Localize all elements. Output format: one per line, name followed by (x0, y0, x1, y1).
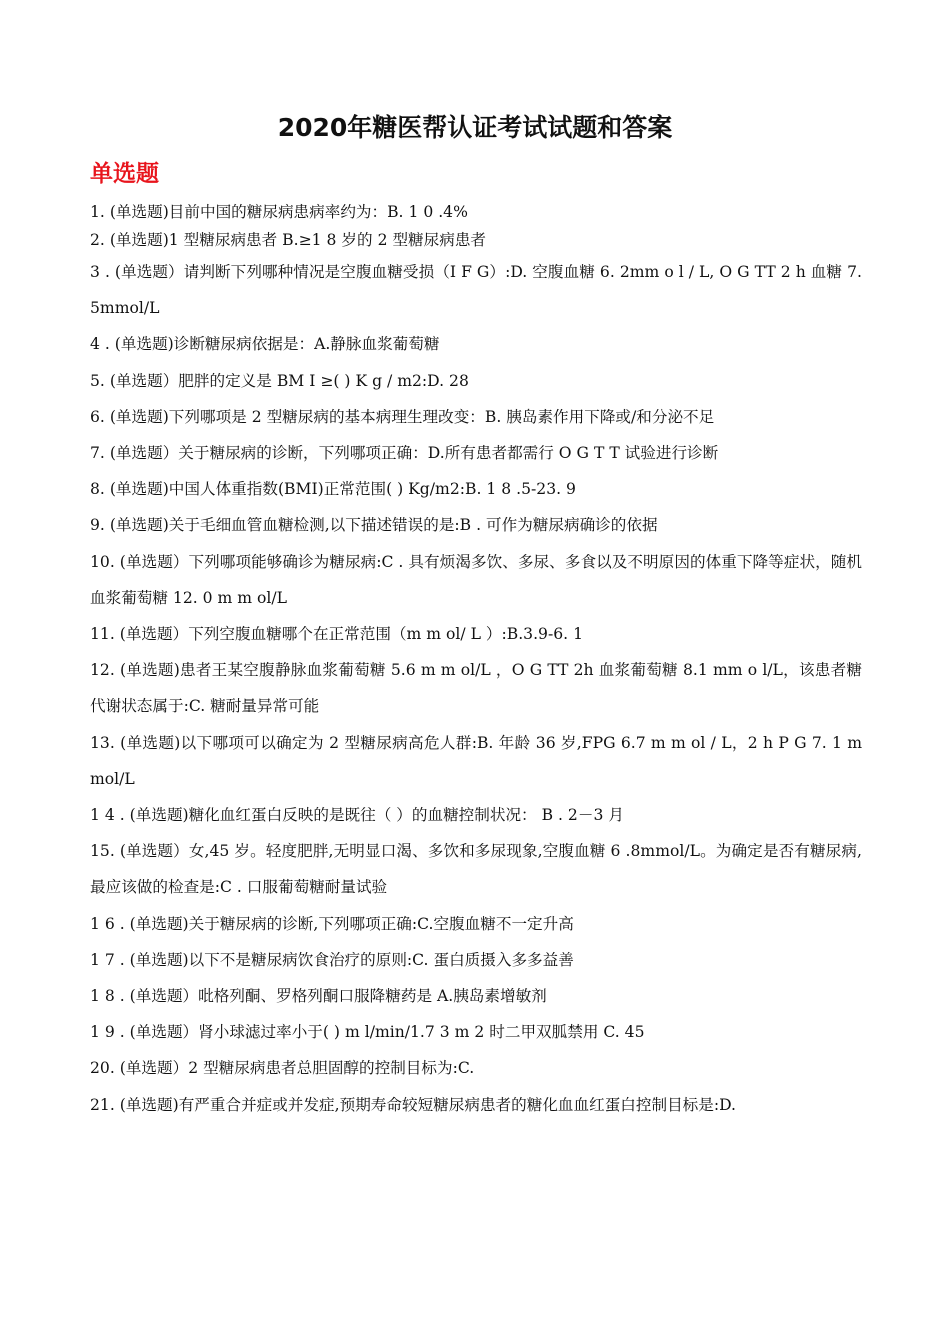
question-item: 20. (单选题）2 型糖尿病患者总胆固醇的控制目标为:C. (90, 1059, 475, 1078)
question-item: 12. (单选题)患者王某空腹静脉血浆葡萄糖 5.6 m m ol/L ，O G TT 2h 血浆葡萄糖 8.1 mm o l/L，该患者糖代谢状态属于:C. 糖耐量异常可能 (90, 661, 862, 716)
question-item: 1. (单选题)目前中国的糖尿病患病率约为：B. 1 0 .4% (90, 203, 468, 221)
question-item: 13. (单选题)以下哪项可以确定为 2 型糖尿病高危人群:B. 年龄 36 岁,FPG 6.7 m m ol / L，2 h P G 7. 1 mmol/L (90, 733, 862, 788)
question-item: 6. (单选题)下列哪项是 2 型糖尿病的基本病理生理改变：B. 胰岛素作用下降或/和分泌不足 (90, 407, 715, 426)
question-item: 15. (单选题）女,45 岁。轻度肥胖,无明显口渴、多饮和多尿现象,空腹血糖 6 .8mmol/L。为确定是否有糖尿病,最应该做的检查是:C . 口服葡萄糖耐量试验 (90, 842, 862, 897)
question-item: 9. (单选题)关于毛细血管血糖检测,以下描述错误的是:B . 可作为糖尿病确诊的依据 (90, 516, 658, 535)
question-item: 10. (单选题）下列哪项能够确诊为糖尿病:C . 具有烦渴多饮、多尿、多食以及不明原因的体重下降等症状，随机血浆葡萄糖 12. 0 m m ol/L (90, 552, 862, 607)
question-item: 1 8 . (单选题）吡格列酮、罗格列酮口服降糖药是 A.胰岛素增敏剂 (90, 987, 547, 1006)
document-title: 2020年糖医帮认证考试试题和答案 (277, 113, 673, 142)
question-item: 1 4 . (单选题)糖化血红蛋白反映的是既往（ ）的血糖控制状况： B . 2－3 月 (90, 806, 624, 825)
question-item: 5. (单选题）肥胖的定义是 BM I ≥( ) K g / m2:D. 28 (90, 371, 469, 390)
question-item: 1 6 . (单选题)关于糖尿病的诊断,下列哪项正确:C.空腹血糖不一定升高 (90, 914, 574, 933)
question-item: 8. (单选题)中国人体重指数(BMI)正常范围( ) Kg/m2:B. 1 8 .5-23. 9 (90, 480, 576, 499)
question-item: 21. (单选题)有严重合并症或并发症,预期寿命较短糖尿病患者的糖化血血红蛋白控制目标是:D. (90, 1095, 737, 1114)
question-item: 7. (单选题）关于糖尿病的诊断，下列哪项正确：D.所有患者都需行 O G T T 试验进行诊断 (90, 444, 719, 463)
question-item: 11. (单选题）下列空腹血糖哪个在正常范围（m m ol/ L ）:B.3.9-6. 1 (90, 625, 584, 644)
question-list (90, 198, 862, 1123)
question-item: 3 . (单选题）请判断下列哪种情况是空腹血糖受损（I F G）:D. 空腹血糖 6. 2mm o l / L, O G TT 2 h 血糖 7. 5mmol/L (90, 263, 862, 318)
question-item: 2. (单选题)1 型糖尿病患者 B.≥1 8 岁的 2 型糖尿病患者 (90, 231, 487, 249)
question-item: 1 7 . (单选题)以下不是糖尿病饮食治疗的原则:C. 蛋白质摄入多多益善 (90, 950, 574, 969)
question-item: 1 9 . (单选题）肾小球滤过率小于( ) m l/min/1.7 3 m 2 时二甲双胍禁用 C. 45 (90, 1023, 645, 1042)
section-heading: 单选题 (90, 161, 159, 187)
question-item: 4 . (单选题)诊断糖尿病依据是：A.静脉血浆葡萄糖 (90, 335, 440, 354)
